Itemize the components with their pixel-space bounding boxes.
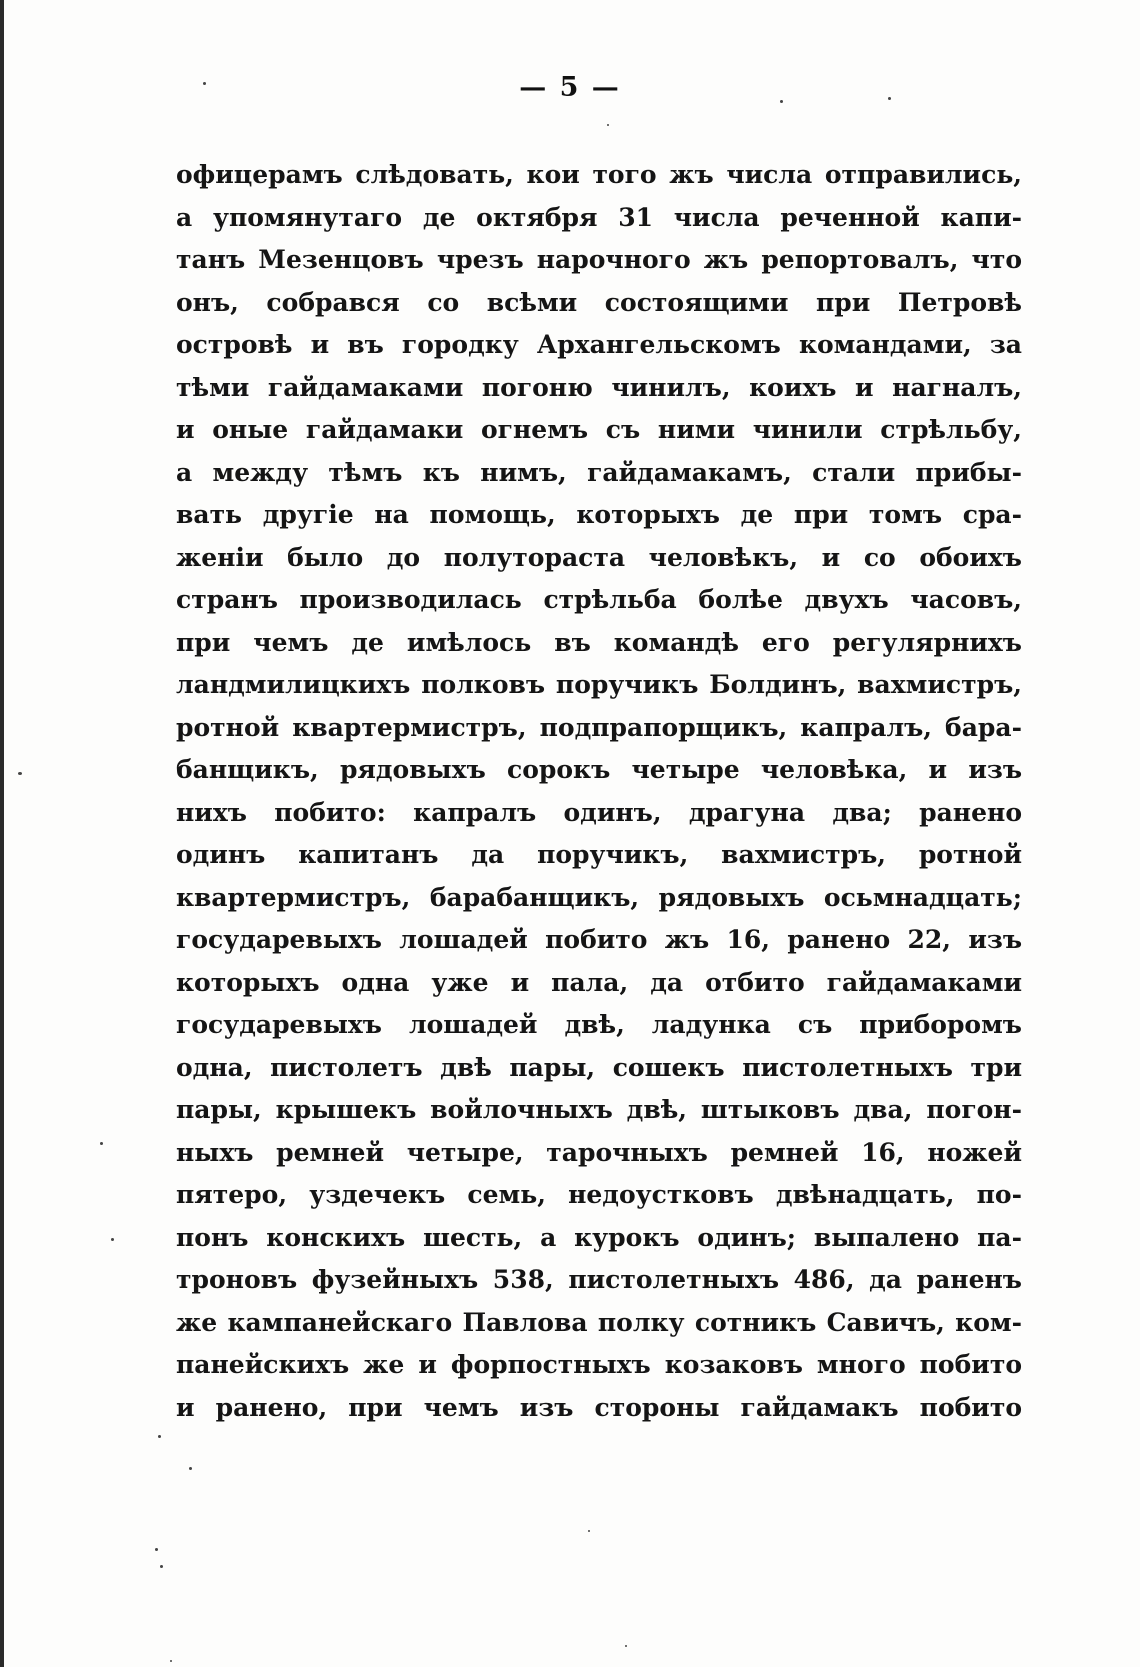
scan-speck [158,1435,161,1438]
text-line: и ранено, при чемъ изъ стороны гайдамакъ побито [176,1392,1022,1422]
text-line: ныхъ ремней четыре, тарочныхъ ремней 16, ножей [176,1137,1022,1167]
text-line: танъ Мезенцовъ чрезъ нарочного жъ репортовалъ, что [176,245,1022,274]
text-line: и оные гайдамаки огнемъ съ ними чинили стрѣльбу, [176,415,1022,444]
text-line: квартермистръ, барабанщикъ, рядовыхъ осьмнадцать; [176,882,1022,912]
text-line: панейскихъ же и форпостныхъ козаковъ много побито [176,1350,1022,1379]
text-line: которыхъ одна уже и пала, да отбито гайдамаками [176,967,1022,997]
scan-speck [625,1645,627,1647]
text-line: одинъ капитанъ да поручикъ, вахмистръ, ротной [176,840,1022,869]
text-line: пятеро, уздечекъ семь, недоустковъ двѣнадцать, по- [176,1180,1022,1209]
text-line: ротной квартермистръ, подпрапорщикъ, капралъ, бара- [176,712,1022,742]
scan-speck [607,124,609,126]
text-line: офицерамъ слѣдовать, кои того жъ числа отправились, [176,160,1022,189]
scan-speck [189,1467,192,1470]
scan-speck [888,97,891,100]
scan-speck [18,772,22,775]
text-line: одна, пистолетъ двѣ пары, сошекъ пистолетныхъ три [176,1052,1022,1082]
page-number: — 5 — [519,72,621,103]
text-line: а между тѣмъ къ нимъ, гайдамакамъ, стали прибы- [176,457,1022,487]
scan-speck [160,1565,163,1568]
text-line: государевыхъ лошадей побито жъ 16, ранено 22, изъ [176,925,1022,954]
text-line: островѣ и въ городку Архангельскомъ командами, за [176,330,1022,359]
text-line: тѣми гайдамаками погоню чинилъ, коихъ и нагналъ, [176,372,1022,402]
text-line: при чемъ де имѣлось въ командѣ его регулярнихъ [176,627,1022,657]
scan-speck [588,1530,590,1532]
text-line: банщикъ, рядовыхъ сорокъ четыре человѣка, и изъ [176,755,1022,784]
text-line: а упомянутаго де октября 31 числа реченной капи- [176,202,1022,232]
text-line: странъ производилась стрѣльба болѣе двухъ часовъ, [176,585,1022,614]
text-line: понъ конскихъ шесть, а курокъ одинъ; выпалено па- [176,1222,1022,1252]
text-line: вать другіе на помощь, которыхъ де при томъ сра- [176,500,1022,529]
text-line: пары, крышекъ войлочныхъ двѣ, штыковъ два, погон- [176,1095,1022,1124]
text-line: женіи было до полутораста человѣкъ, и со обоихъ [176,542,1022,572]
text-line: онъ, собрався со всѣми состоящими при Петровѣ [176,287,1022,317]
text-line: нихъ побито: капралъ одинъ, драгуна два; ранено [176,797,1022,827]
scan-speck [155,1548,158,1551]
scan-speck [111,1238,114,1241]
scan-speck [100,1142,103,1145]
text-line: троновъ фузейныхъ 538, пистолетныхъ 486, да раненъ [176,1265,1022,1294]
scan-speck [170,1660,172,1662]
body-text [176,154,1022,1429]
scan-speck [780,100,783,103]
text-line: же кампанейскаго Павлова полку сотникъ Савичъ, ком- [176,1307,1022,1337]
text-line: государевыхъ лошадей двѣ, ладунка съ приборомъ [176,1010,1022,1039]
binding-edge [0,0,4,1667]
text-line: ландмилицкихъ полковъ поручикъ Болдинъ, вахмистръ, [176,670,1022,699]
scan-speck [203,82,206,85]
